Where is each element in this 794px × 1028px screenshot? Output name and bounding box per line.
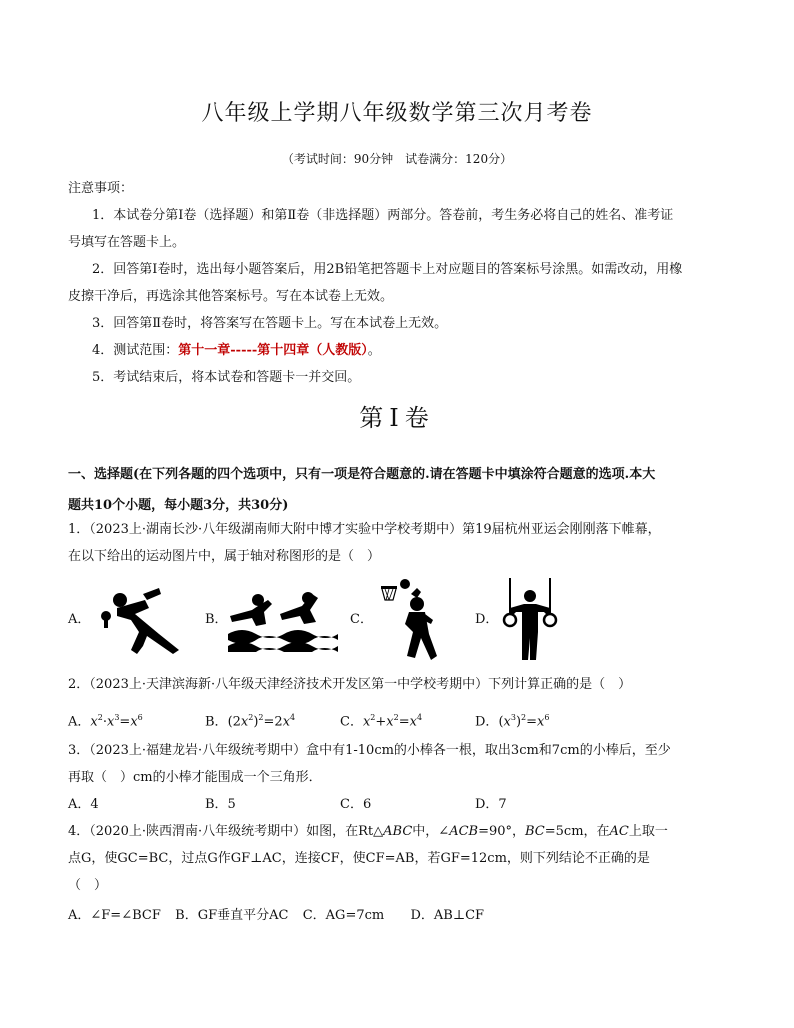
q4-stem-line2: 点G，使GC=BC，过点G作GF⊥AC，连接CF，使CF=AB，若GF=12cm，则下列结论不正确的是 [68,851,650,866]
q4-option-b: B．GF垂直平分AC [175,908,289,923]
q2-option-a: A．$x^2\cdot x^3=x^6$ [68,713,143,730]
q3-option-a: A．4 [68,797,99,812]
q4-text-g: =5cm，在 [544,824,610,839]
notice-item-2-line1: 2．回答第Ⅰ卷时，选出每小题答案后，用2B铅笔把答题卡上对应题目的答案标号涂黑。如需改动，用橡 [92,262,683,277]
notice-item-3: 3．回答第Ⅱ卷时，将答案写在答题卡上。写在本试卷上无效。 [92,316,448,331]
q4-text-f: BC [525,824,545,839]
gymnastics-rings-icon [500,576,560,662]
q4-options [68,907,484,925]
q4-option-a: A．∠F=∠BCF [68,908,161,923]
q1-stem-line2: 在以下给出的运动图片中，属于轴对称图形的是（ ） [68,549,381,564]
part1-heading-line1: 一、选择题(在下列各题的四个选项中，只有一项是符合题意的.请在答题卡中填涂符合题意的选项.本大 [68,467,656,482]
basketball-icon [375,578,445,664]
table-tennis-icon [95,588,185,656]
q4-text-b: ABC [383,824,413,839]
notice-item-4 [92,342,381,360]
notice-heading: 注意事项： [68,181,134,196]
q2-option-c: C．$x^2+x^2=x^4$ [340,713,423,730]
notice-item-2-line2: 皮擦干净后，再选涂其他答案标号。写在本试卷上无效。 [68,289,394,304]
page-title: 八年级上学期八年级数学第三次月考卷 [201,101,593,126]
q4-option-d: D．AB⊥CF [410,908,485,923]
q2-option-a-label: A． [68,714,91,730]
notice-item-1-line1: 1．本试卷分第Ⅰ卷（选择题）和第Ⅱ卷（非选择题）两部分。答卷前，考生务必将自己的姓名、准考证 [92,208,674,223]
q2-option-b-label: B． [205,714,228,730]
q4-text-h: AC [609,824,629,839]
test-range: 第十一章-----第十四章（人教版） [178,343,368,358]
q1-option-a-label: A． [68,612,91,627]
q1-stem-line1: 1．（2023上·湖南长沙·八年级湖南师大附中博才实验中学校考期中）第19届杭州亚运会刚刚落下帷幕， [68,522,661,537]
q2-option-b: B．$(2x^2)^2=2x^4$ [205,713,296,730]
q4-stem-line3: （ ） [68,878,108,893]
q4-text-d: ACB [449,824,479,839]
q4-stem-line1 [68,823,668,841]
q1-option-c-label: C． [350,612,373,627]
q4-text-i: 上取一 [628,824,668,839]
q1-option-d-label: D． [475,612,499,627]
section-title: 第Ⅰ卷 [359,404,435,432]
q2-option-d-label: D． [475,714,499,730]
part1-heading-line2: 题共10个小题，每小题3分，共30分) [68,498,289,513]
synchronized-swimming-icon [228,590,338,652]
notice-item-4-prefix: 4．测试范围： [92,343,179,358]
q4-text-e: =90°， [478,824,526,839]
q2-option-c-label: C． [340,714,363,730]
q4-option-c: C．AG=7cm [302,908,385,923]
q3-stem-line2: 再取（ ）cm的小棒才能围成一个三角形． [68,770,322,785]
q3-option-d: D．7 [475,797,507,812]
notice-item-4-suffix: 。 [367,343,381,358]
q2-option-d: D．$(x^3)^2=x^6$ [475,713,550,730]
exam-info: （考试时间：90分钟 试卷满分：120分） [281,152,513,166]
q3-stem-line1: 3．（2023上·福建龙岩·八年级统考期中）盒中有1-10cm的小棒各一根，取出3cm和7cm的小棒后，至少 [68,743,671,758]
notice-item-1-line2: 号填写在答题卡上。 [68,235,186,250]
notice-item-5: 5．考试结束后，将本试卷和答题卡一并交回。 [92,370,361,385]
q1-option-b-label: B． [205,612,228,627]
q3-option-b: B．5 [205,797,236,812]
q4-text-c: 中，∠ [412,824,450,839]
q3-option-c: C．6 [340,797,372,812]
q4-text-a: 4．（2020上·陕西渭南·八年级统考期中）如图，在Rt△ [68,824,384,839]
q2-stem: 2．（2023上·天津滨海新·八年级天津经济技术开发区第一中学校考期中）下列计算正确的是（ ） [68,677,632,692]
